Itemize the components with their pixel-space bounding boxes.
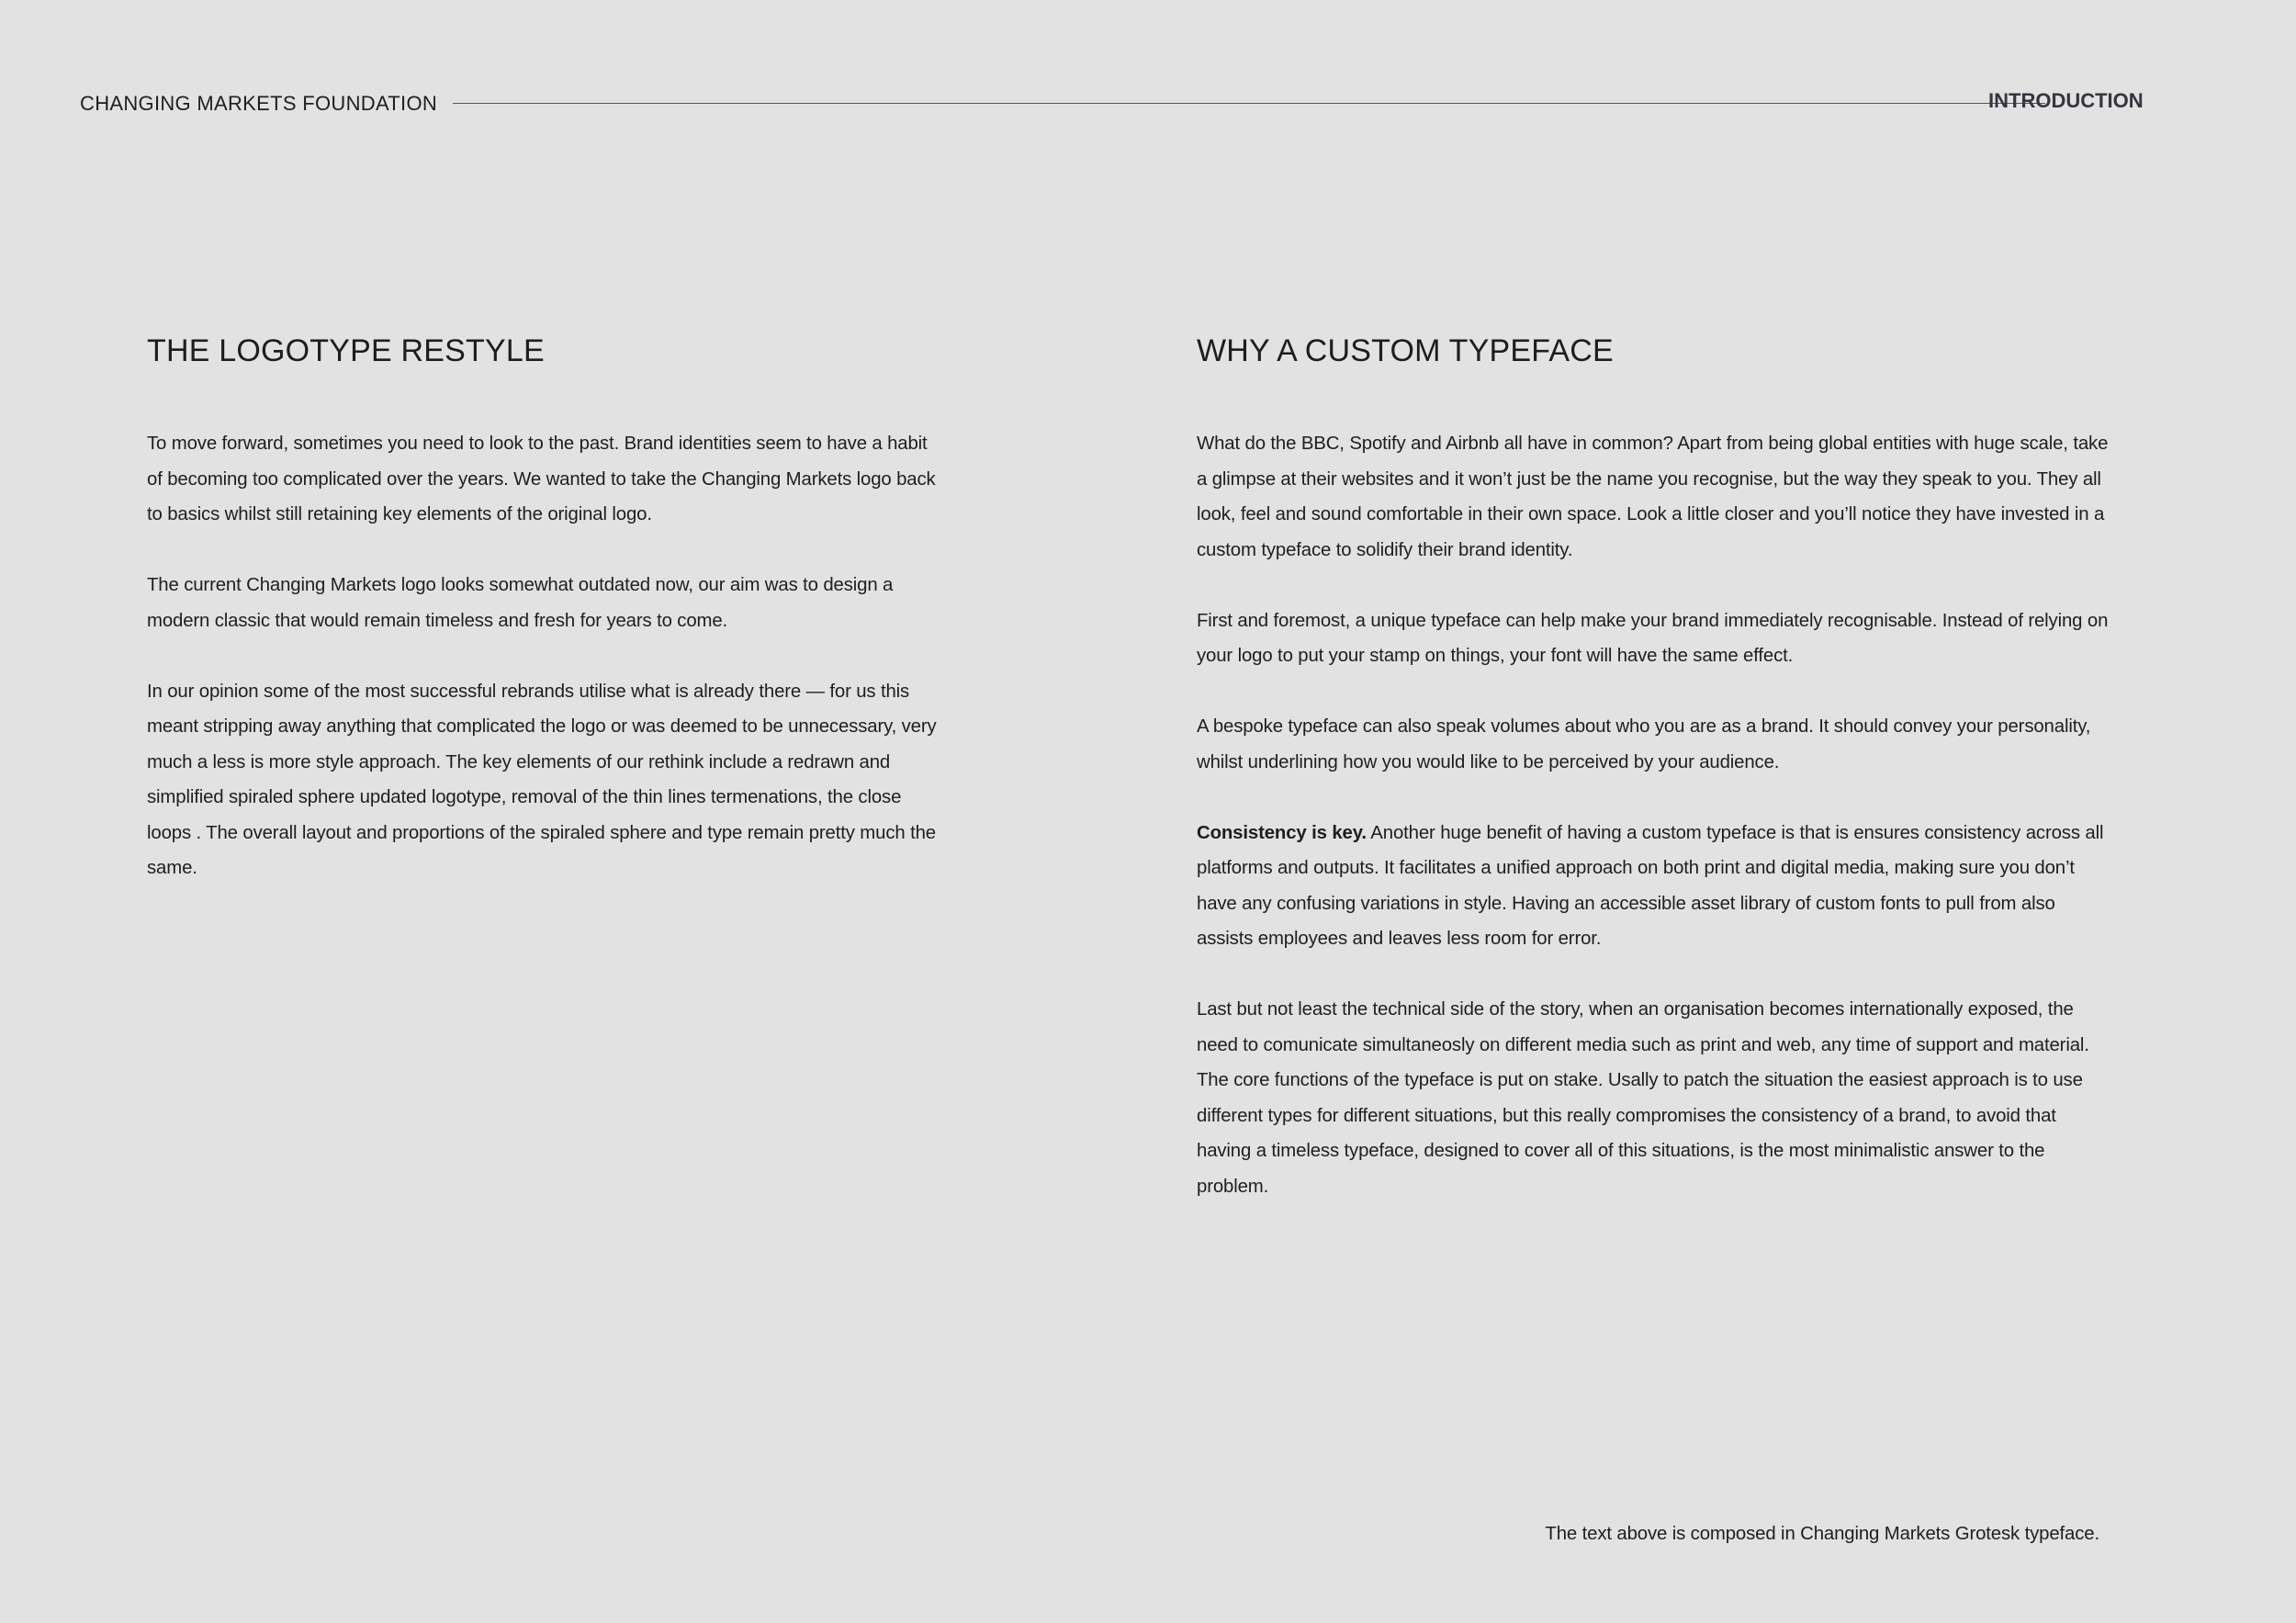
logotype-restyle-column <box>147 331 946 921</box>
paragraph: First and foremost, a unique typeface can help make your brand immediately recognisable. Instead of relying on your logo to put your stamp on things, your font will have the same effect. <box>1197 610 2109 666</box>
custom-typeface-column <box>1197 331 2115 1240</box>
section-title: INTRODUCTION <box>1988 89 2144 112</box>
logotype-restyle-heading: THE LOGOTYPE RESTYLE <box>147 333 545 368</box>
paragraph: Last but not least the technical side of the story, when an organisation becomes internationally exposed, the need to comunicate simultaneosly on different media such as print and web, any time of support and material. The core functions of the typeface is put on stake. Usally to patch the situation the easiest approach is to use different types for different situations, but this really compromises the consistency of a brand, to avoid that having a timeless typeface, designed to cover all of this situations, is the most minimalistic answer to the problem. <box>1197 999 2089 1197</box>
typeface-footnote: The text above is composed in Changing Markets Grotesk typeface. <box>1545 1524 2099 1544</box>
organization-name: CHANGING MARKETS FOUNDATION <box>80 92 438 115</box>
custom-typeface-heading: WHY A CUSTOM TYPEFACE <box>1197 333 1614 368</box>
consistency-lead: Consistency is key. <box>1197 822 1367 843</box>
paragraph: What do the BBC, Spotify and Airbnb all have in common? Apart from being global entities with huge scale, take a glimpse at their websites and it won’t just be the name you recognise, but the way they speak to you. They all look, feel and sound comfortable in their own space. Look a little closer and you’ll notice they have invested in a custom typeface to solidify their brand identity. <box>1197 434 2109 560</box>
paragraph: The current Changing Markets logo looks somewhat outdated now, our aim was to design a modern classic that would remain timeless and fresh for years to come. <box>147 575 894 631</box>
consistency-body: Another huge benefit of having a custom typeface is that is ensures consistency across all platforms and outputs. It facilitates a unified approach on both print and digital media, making sure you don’t have any confusing variations in style. Having an accessible asset library of custom fonts to pull from also assists employees and leaves less room for error. <box>1197 822 2104 949</box>
paragraph: In our opinion some of the most successful rebrands utilise what is already there — for us this meant stripping away anything that complicated the logo or was deemed to be unnecessary, very much a less is more style approach. The key elements of our rethink include a redrawn and simplified spiraled sphere updated logotype, removal of the thin lines termenations, the close loops . The overall layout and proportions of the spiraled sphere and type remain pretty much the same. <box>147 681 937 878</box>
page-header <box>80 89 2144 119</box>
header-divider <box>453 103 2045 104</box>
consistency-paragraph <box>1197 816 2115 957</box>
paragraph: A bespoke typeface can also speak volumes about who you are as a brand. It should convey your personality, whilst underlining how you would like to be perceived by your audience. <box>1197 716 2091 772</box>
paragraph: To move forward, sometimes you need to look to the past. Brand identities seem to have a habit of becoming too complicated over the years. We wanted to take the Changing Markets logo back to basics whilst still retaining key elements of the original logo. <box>147 434 936 524</box>
